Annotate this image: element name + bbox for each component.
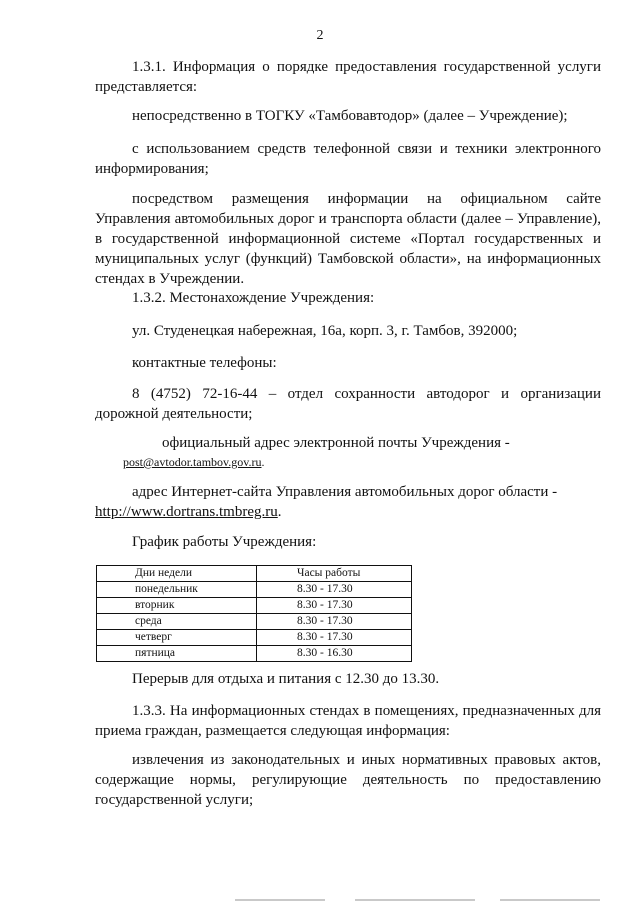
break-line [95,669,601,689]
schedule-header-row [97,566,412,582]
schedule-day: среда [97,614,257,630]
contacts-label [95,353,601,373]
email-prefix: официальный адрес электронной почты Учреждения - [162,435,510,451]
item-extracts-text: извлечения из законодательных и иных нормативных правовых актов, содержащие нормы, регулирующие деятельность по предоставлению государственной услуги; [95,752,601,808]
page-number: 2 [316,28,324,43]
section-1-3-1 [95,57,601,97]
paragraph-1-3-3: 1.3.3. На информационных стендах в помещениях, предназначенных для приема граждан, размещается следующая информация: [95,703,601,739]
table-row [97,646,412,662]
paragraph-1-3-1: 1.3.1. Информация о порядке предоставления государственной услуги представляется: [95,59,601,95]
section-1-3-2 [95,288,601,308]
item-site-text: посредством размещения информации на официальном сайте Управления автомобильных дорог и транспорта области (далее – Управление), в государственной информационной системе «Портал государственных и муниципальных услуг (функций) Тамбовской области», на информационных стендах в Учреждении. [95,191,601,287]
break-text: Перерыв для отдыха и питания с 12.30 до 13.30. [132,671,440,687]
table-row [97,614,412,630]
schedule-title-text: График работы Учреждения: [132,534,317,550]
website-line [95,482,601,522]
email-link-line [95,452,601,472]
schedule-table [96,565,412,662]
list-item-extracts [95,750,601,810]
email-link[interactable]: post@avtodor.tambov.gov.ru [123,455,262,469]
schedule-day: понедельник [97,582,257,598]
header-hours: Часы работы [257,566,412,582]
scan-artifact [235,899,325,901]
table-row [97,598,412,614]
address-line [95,321,601,341]
item-phone-text: с использованием средств телефонной связи и техники электронного информирования; [95,141,601,177]
schedule-hours: 8.30 - 17.30 [257,598,412,614]
header-days: Дни недели [97,566,257,582]
schedule-hours: 8.30 - 17.30 [257,630,412,646]
list-item-direct [95,106,601,126]
scan-artifact [355,899,475,901]
schedule-hours: 8.30 - 17.30 [257,582,412,598]
schedule-hours: 8.30 - 16.30 [257,646,412,662]
list-item-phone [95,139,601,179]
website-prefix: адрес Интернет-сайта Управления автомобильных дорог области - [132,484,558,500]
paragraph-1-3-2: 1.3.2. Местонахождение Учреждения: [132,290,375,306]
address-text: ул. Студенецкая набережная, 16а, корп. 3, г. Тамбов, 392000; [132,323,518,339]
schedule-day: вторник [97,598,257,614]
website-suffix: . [277,504,282,520]
table-row [97,582,412,598]
website-link[interactable]: http://www.dortrans.tmbreg.ru [95,504,278,520]
phone-line [95,384,601,424]
table-row [97,630,412,646]
schedule-hours: 8.30 - 17.30 [257,614,412,630]
list-item-site [95,189,601,289]
email-line [95,433,601,472]
section-1-3-3 [95,701,601,741]
email-suffix: . [261,455,265,469]
schedule-day: четверг [97,630,257,646]
website-link-line [95,502,601,522]
schedule-day: пятница [97,646,257,662]
scan-artifact [500,899,600,901]
item-direct-text: непосредственно в ТОГКУ «Тамбовавтодор» (далее – Учреждение); [132,108,568,124]
contacts-label-text: контактные телефоны: [132,355,277,371]
schedule-title [95,532,601,552]
phone-line-text: 8 (4752) 72-16-44 – отдел сохранности автодорог и организации дорожной деятельности; [95,386,601,422]
